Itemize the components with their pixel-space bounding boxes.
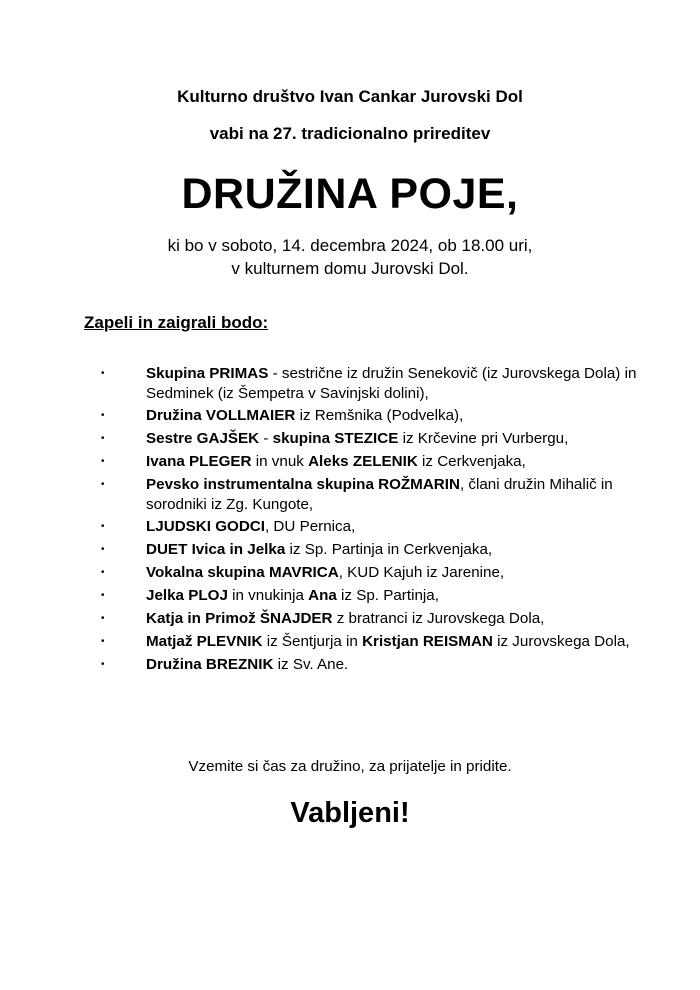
performer-detail: , DU Pernica, <box>264 518 356 536</box>
performer-detail: iz Sv. Ane. <box>273 655 349 673</box>
performer-item <box>0 452 700 472</box>
bullet-icon: • <box>101 590 105 602</box>
welcome-heading: Vabljeni! <box>290 797 410 829</box>
performer-detail: - <box>259 430 273 448</box>
performer-detail: in vnukinja <box>227 587 309 605</box>
performer-name: Sestre GAJŠEK <box>146 430 260 448</box>
performers-list <box>0 364 700 678</box>
performer-detail: , člani družin Mihalič in sorodniki iz Zg. Kungote, <box>146 476 613 513</box>
performer-item <box>0 540 700 560</box>
performer-detail: - sestrične iz družin Senekovič (iz Jurovskega Dola) in Sedminek (iz Šempetra v Savinjski dolini), <box>146 365 637 402</box>
performer-detail: iz Jurovskega Dola, <box>492 632 630 650</box>
performer-name: LJUDSKI GODCI <box>146 518 265 536</box>
performer-item <box>0 632 700 652</box>
event-place: v kulturnem domu Jurovski Dol. <box>231 259 469 278</box>
bullet-icon: • <box>101 368 105 379</box>
performers-heading: Zapeli in zaigrali bodo: <box>84 313 269 332</box>
bullet-icon: • <box>101 433 105 445</box>
performer-detail: iz Cerkvenjaka, <box>417 453 526 471</box>
performer-item <box>0 429 700 449</box>
bullet-icon: • <box>101 658 105 670</box>
performer-item <box>0 475 700 514</box>
bullet-icon: • <box>101 456 105 468</box>
closing-line: Vzemite si čas za družino, za prijatelje in pridite. <box>188 758 512 775</box>
event-time: ki bo v soboto, 14. decembra 2024, ob 18.00 uri, <box>167 236 533 255</box>
performer-name: Kristjan REISMAN <box>362 632 493 650</box>
performer-name: Vokalna skupina MAVRICA <box>146 564 339 582</box>
performer-name: Družina BREZNIK <box>146 655 274 673</box>
performer-detail: z bratranci iz Jurovskega Dola, <box>332 610 545 628</box>
performer-detail: iz Šentjurja in <box>262 632 363 650</box>
performer-item <box>0 364 700 403</box>
bullet-icon: • <box>101 613 105 625</box>
performer-item <box>0 406 700 426</box>
performer-detail: iz Sp. Partinja, <box>336 587 439 605</box>
performer-name: Aleks ZELENIK <box>308 453 418 471</box>
performer-item <box>0 609 700 629</box>
performer-name: Jelka PLOJ <box>146 587 228 605</box>
event-title: DRUŽINA POJE, <box>181 170 519 218</box>
organization-name: Kulturno društvo Ivan Cankar Jurovski Dol <box>177 87 523 106</box>
performer-detail: in vnuk <box>251 453 309 471</box>
performer-detail: , KUD Kajuh iz Jarenine, <box>338 564 505 582</box>
performer-item <box>0 586 700 606</box>
performer-name: Katja in Primož ŠNAJDER <box>146 610 333 628</box>
performer-name: Skupina PRIMAS <box>146 365 269 382</box>
bullet-icon: • <box>101 544 105 556</box>
performer-item <box>0 517 700 537</box>
bullet-icon: • <box>101 410 105 422</box>
performer-item <box>0 563 700 583</box>
performer-name: Ana <box>308 587 337 605</box>
bullet-icon: • <box>101 567 105 579</box>
performer-name: skupina STEZICE <box>272 430 399 448</box>
performer-name: Družina VOLLMAIER <box>146 407 296 425</box>
bullet-icon: • <box>101 635 105 647</box>
performer-name: Ivana PLEGER <box>146 453 252 471</box>
performer-name: Matjaž PLEVNIK <box>146 632 263 650</box>
performer-detail: iz Sp. Partinja in Cerkvenjaka, <box>285 541 493 559</box>
invitation-line: vabi na 27. tradicionalno prireditev <box>209 124 491 143</box>
bullet-icon: • <box>101 479 105 491</box>
performer-name: DUET Ivica in Jelka <box>146 541 286 559</box>
performer-name: Pevsko instrumentalna skupina ROŽMARIN <box>146 476 460 494</box>
performer-detail: iz Krčevine pri Vurbergu, <box>398 430 569 448</box>
performer-detail: iz Remšnika (Podvelka), <box>295 407 464 425</box>
performer-item <box>0 655 700 675</box>
bullet-icon: • <box>101 521 105 533</box>
